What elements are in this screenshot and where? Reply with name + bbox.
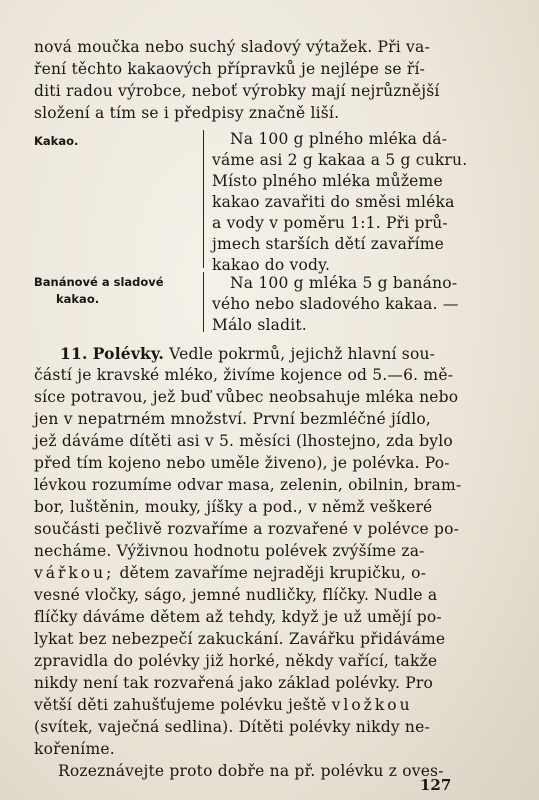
page-number: 127 <box>420 776 452 794</box>
bananove-divider <box>203 272 204 332</box>
kakao-divider <box>203 130 204 268</box>
section-number: 11. <box>60 344 88 363</box>
kakao-line-3: Místo plného mléka můžeme <box>212 172 443 190</box>
vlozkou-prefix: větší děti zahušťujeme polévku ještě <box>34 696 327 714</box>
kakao-label: Kakao. <box>34 134 79 148</box>
bananove-line-1: Na 100 g mléka 5 g banáno- <box>230 274 458 292</box>
section-line-18: kořeníme. <box>34 740 115 758</box>
section-line-4: jež dáváme dítěti asi v 5. měsíci (lhostejno, zda bylo <box>34 432 453 450</box>
section-line-15: nikdy není tak rozvařená jako základ polévky. Pro <box>34 674 433 692</box>
intro-line-4: složení a tím se i předpisy značně liší. <box>34 104 340 122</box>
section-last-line: Rozeznávejte proto dobře na př. polévku z oves- <box>58 762 444 780</box>
intro-line-2: ření těchto kakaových přípravků je nejlépe se ří- <box>34 60 426 78</box>
section-line-5: před tím kojeno nebo uměle živeno), je polévka. Po- <box>34 454 450 472</box>
section-line-zavarkou <box>34 564 426 582</box>
section-first-line <box>60 344 435 363</box>
section-line-6: lévkou rozumíme odvar masa, zelenin, obilnin, bram- <box>34 476 462 494</box>
vlozkou-term: vložkou <box>331 696 413 714</box>
bananove-label-line-2: kakao. <box>56 292 100 306</box>
zavarkou-term: vářkou; <box>34 564 115 582</box>
kakao-line-2: váme asi 2 g kakaa a 5 g cukru. <box>212 151 468 169</box>
section-line-9: necháme. Výživnou hodnotu polévek zvýšíme za- <box>34 542 425 560</box>
section-line-2: síce potravou, jež buď vůbec neobsahuje mléka nebo <box>34 388 459 406</box>
section-line-12: flíčky dáváme dětem až tehdy, když je už umějí po- <box>34 608 442 626</box>
section-title: Polévky. <box>92 344 165 363</box>
bananove-line-3: Málo sladit. <box>212 316 307 334</box>
kakao-line-7: kakao do vody. <box>212 256 331 274</box>
section-line-8: součásti pečlivě rozvaříme a rozvařené v polévce po- <box>34 520 460 538</box>
zavarkou-rest: dětem zavaříme nejraději krupičku, o- <box>119 564 427 582</box>
section-line-3: jen v nepatrném množství. První bezmléčné jídlo, <box>34 410 432 428</box>
section-first-line-rest: Vedle pokrmů, jejichž hlavní sou- <box>169 345 436 363</box>
bananove-line-2: vého nebo sladového kakaa. — <box>212 295 459 313</box>
section-line-7: bor, luštěnin, mouky, jíšky a pod., v němž veškeré <box>34 498 433 516</box>
section-line-1: částí je kravské mléko, živíme kojence od 5.—6. mě- <box>34 366 454 384</box>
kakao-line-6: jmech starších dětí zavaříme <box>212 235 445 253</box>
intro-line-1: nová moučka nebo suchý sladový výtažek. Při va- <box>34 38 430 56</box>
bananove-label-line-1: Banánové a sladové <box>34 275 164 289</box>
intro-line-3: diti radou výrobce, neboť výrobky mají nejrůznější <box>34 82 440 100</box>
kakao-line-4: kakao zavařiti do směsi mléka <box>212 193 455 211</box>
section-line-14: zpravidla do polévky již horké, někdy vařící, takže <box>34 652 438 670</box>
section-line-13: lykat bez nebezpečí zakuckání. Zavářku přidáváme <box>34 630 446 648</box>
section-line-11: vesné vločky, ságo, jemné nudličky, flíčky. Nudle a <box>34 586 438 604</box>
section-line-17: (svítek, vaječná sedlina). Dítěti polévky nikdy ne- <box>34 718 430 736</box>
kakao-line-1: Na 100 g plného mléka dá- <box>230 130 448 148</box>
section-line-vlozkou <box>34 696 413 714</box>
kakao-line-5: a vody v poměru 1:1. Při prů- <box>212 214 448 232</box>
